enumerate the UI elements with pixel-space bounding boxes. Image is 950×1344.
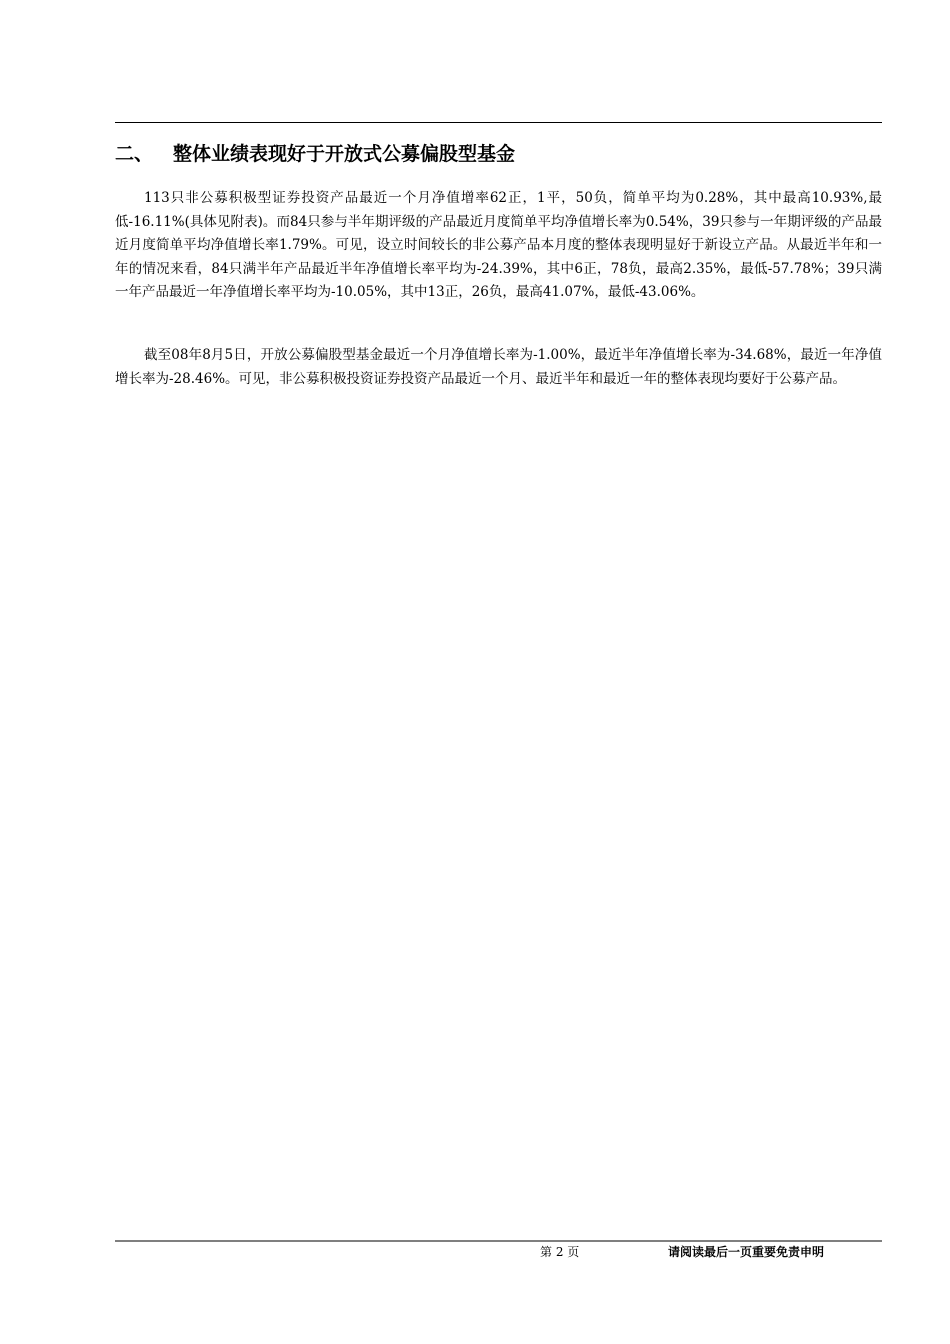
section-heading <box>115 140 882 168</box>
disclaimer-note: 请阅读最后一页重要免责申明 <box>668 1245 825 1259</box>
paragraph-performance-summary: 113只非公募积极型证券投资产品最近一个月净值增率62正，1平，50负，简单平均为0.28%，其中最高10.93%,最低-16.11%(具体见附表)。而84只参与半年期评级的产品最近月度简单平均净值增长率为0.54%，39只参与一年期评级的产品最近月度简单平均净值增长率1.79%。可见，设立时间较长的非公募产品本月度的整体表现明显好于新设立产品。从最近半年和一年的情况来看，84只满半年产品最近半年净值增长率平均为-24.39%，其中6正，78负，最高2.35%，最低-57.78%；39只满一年产品最近一年净值增长率平均为-10.05%，其中13正，26负，最高41.07%，最低-43.06%。 <box>115 190 882 300</box>
section-number: 二、 <box>115 143 154 165</box>
page-number: 第 2 页 <box>540 1245 580 1259</box>
footer-rule <box>115 1240 882 1242</box>
section-title: 整体业绩表现好于开放式公募偏股型基金 <box>173 143 516 165</box>
header-rule <box>115 122 882 123</box>
paragraph-public-fund-comparison: 截至08年8月5日，开放公募偏股型基金最近一个月净值增长率为-1.00%，最近半年净值增长率为-34.68%，最近一年净值增长率为-28.46%。可见，非公募积极投资证券投资产品最近一个月、最近半年和最近一年的整体表现均要好于公募产品。 <box>115 347 882 387</box>
